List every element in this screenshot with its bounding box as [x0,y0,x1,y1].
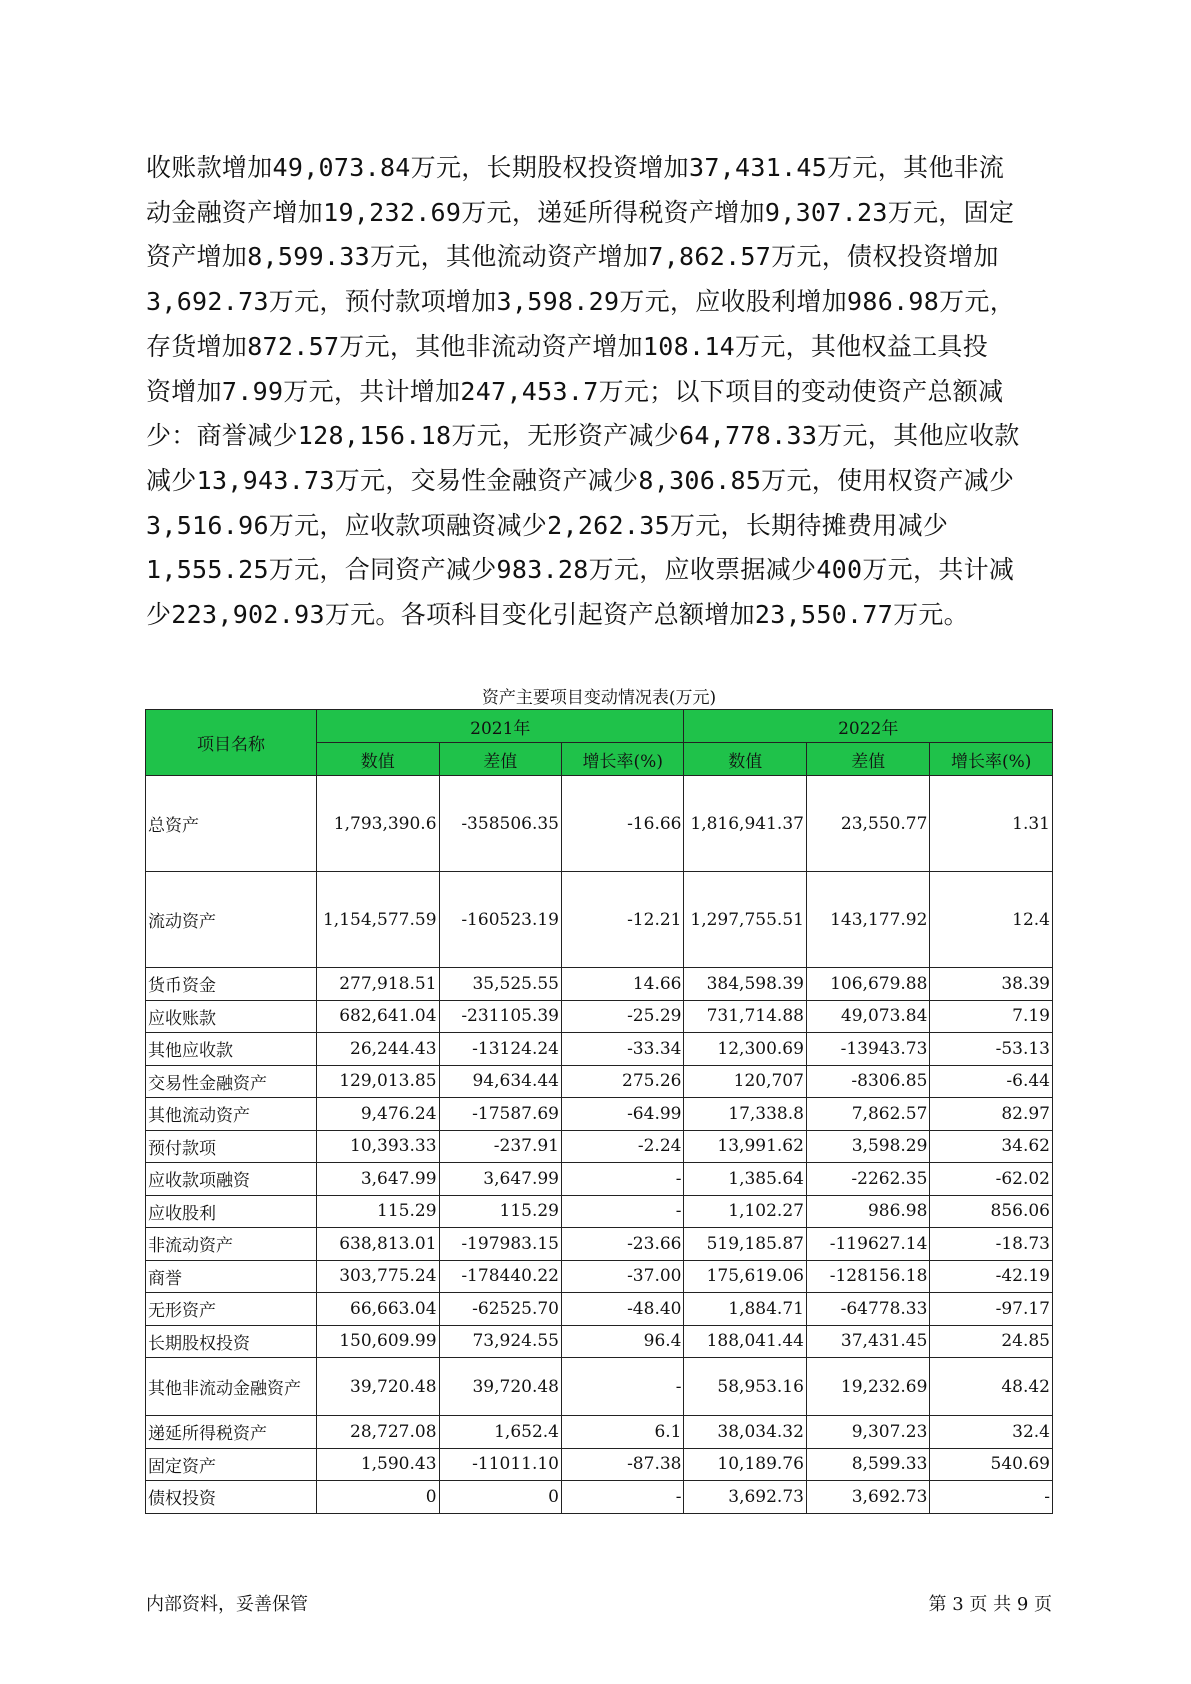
table-row [146,1195,1053,1228]
row-item-name: 其他非流动金融资产 [146,1358,317,1416]
table-row [146,1065,1053,1098]
row-item-name: 应收款项融资 [146,1163,317,1196]
row-value-cell: 106,679.88 [806,968,929,1001]
table-row [146,1325,1053,1358]
row-value-cell: -33.34 [562,1033,684,1066]
row-value-cell: 12,300.69 [684,1033,806,1066]
row-value-cell: 39,720.48 [317,1358,439,1416]
row-item-name: 总资产 [146,776,317,872]
row-value-cell: 34.62 [930,1130,1053,1163]
row-value-cell: 49,073.84 [806,1000,929,1033]
row-value-cell: 856.06 [930,1195,1053,1228]
subheader-value-2021: 数值 [317,743,439,776]
row-item-name: 交易性金融资产 [146,1065,317,1098]
paragraph-line: 存货增加872.57万元，其他非流动资产增加108.14万元，其他权益工具投 [146,331,989,361]
paragraph-line: 资产增加8,599.33万元，其他流动资产增加7,862.57万元，债权投资增加 [146,242,999,272]
row-value-cell: 1,297,755.51 [684,872,806,968]
row-value-cell: 9,307.23 [806,1416,929,1449]
row-item-name: 应收账款 [146,1000,317,1033]
row-value-cell: -62.02 [930,1163,1053,1196]
row-item-name: 流动资产 [146,872,317,968]
row-value-cell: 3,692.73 [806,1481,929,1514]
row-item-name: 预付款项 [146,1130,317,1163]
row-value-cell: 96.4 [562,1325,684,1358]
row-value-cell: 1,154,577.59 [317,872,439,968]
row-value-cell: 1,652.4 [439,1416,561,1449]
row-value-cell: 986.98 [806,1195,929,1228]
row-value-cell: 19,232.69 [806,1358,929,1416]
paragraph-line: 少223,902.93万元。各项科目变化引起资产总额增加23,550.77万元。 [146,600,969,630]
row-value-cell: 48.42 [930,1358,1053,1416]
row-item-name: 无形资产 [146,1293,317,1326]
subheader-diff-2022: 差值 [806,743,929,776]
row-value-cell: -87.38 [562,1448,684,1481]
table-row [146,872,1053,968]
row-item-name: 货币资金 [146,968,317,1001]
row-value-cell: -358506.35 [439,776,561,872]
footer-page-number: 第 3 页 共 9 页 [928,1594,1052,1615]
row-value-cell: 13,991.62 [684,1130,806,1163]
row-value-cell: 3,598.29 [806,1130,929,1163]
row-value-cell: -2.24 [562,1130,684,1163]
row-item-name: 长期股权投资 [146,1325,317,1358]
row-value-cell: 303,775.24 [317,1260,439,1293]
row-value-cell: 23,550.77 [806,776,929,872]
row-value-cell: 1,816,941.37 [684,776,806,872]
paragraph-line: 3,516.96万元，应收款项融资减少2,262.35万元，长期待摊费用减少 [146,510,949,540]
row-value-cell: 275.26 [562,1065,684,1098]
row-value-cell: 150,609.99 [317,1325,439,1358]
table-row [146,1293,1053,1326]
row-value-cell: - [562,1358,684,1416]
table-row [146,1033,1053,1066]
table-row [146,1000,1053,1033]
row-value-cell: 14.66 [562,968,684,1001]
header-year-2021: 2021年 [317,710,684,743]
row-value-cell: 682,641.04 [317,1000,439,1033]
row-item-name: 固定资产 [146,1448,317,1481]
row-value-cell: 38.39 [930,968,1053,1001]
row-value-cell: -37.00 [562,1260,684,1293]
row-value-cell: 0 [317,1481,439,1514]
row-value-cell: 143,177.92 [806,872,929,968]
row-value-cell: -62525.70 [439,1293,561,1326]
row-value-cell: -48.40 [562,1293,684,1326]
row-value-cell: -23.66 [562,1228,684,1261]
row-value-cell: 7,862.57 [806,1098,929,1131]
row-value-cell: 26,244.43 [317,1033,439,1066]
paragraph-line: 资增加7.99万元，共计增加247,453.7万元；以下项目的变动使资产总额减 [146,376,1004,406]
table-row [146,1228,1053,1261]
subheader-growth-2022: 增长率(%) [930,743,1053,776]
row-item-name: 应收股利 [146,1195,317,1228]
row-value-cell: -231105.39 [439,1000,561,1033]
row-item-name: 其他流动资产 [146,1098,317,1131]
row-value-cell: - [930,1481,1053,1514]
row-value-cell: -64.99 [562,1098,684,1131]
row-value-cell: -25.29 [562,1000,684,1033]
row-value-cell: -13124.24 [439,1033,561,1066]
row-value-cell: -97.17 [930,1293,1053,1326]
row-item-name: 非流动资产 [146,1228,317,1261]
row-value-cell: -178440.22 [439,1260,561,1293]
row-value-cell: 1,884.71 [684,1293,806,1326]
row-value-cell: -160523.19 [439,872,561,968]
row-value-cell: 39,720.48 [439,1358,561,1416]
paragraph-line: 动金融资产增加19,232.69万元，递延所得税资产增加9,307.23万元，固定 [146,197,1015,227]
row-value-cell: 24.85 [930,1325,1053,1358]
row-value-cell: -18.73 [930,1228,1053,1261]
row-value-cell: -128156.18 [806,1260,929,1293]
row-value-cell: 35,525.55 [439,968,561,1001]
row-value-cell: 519,185.87 [684,1228,806,1261]
row-value-cell: 638,813.01 [317,1228,439,1261]
row-value-cell: 12.4 [930,872,1053,968]
row-value-cell: 129,013.85 [317,1065,439,1098]
row-value-cell: 38,034.32 [684,1416,806,1449]
row-value-cell: -237.91 [439,1130,561,1163]
table-row [146,776,1053,872]
row-value-cell: -64778.33 [806,1293,929,1326]
row-value-cell: -119627.14 [806,1228,929,1261]
paragraph-line: 收账款增加49,073.84万元，长期股权投资增加37,431.45万元，其他非流 [146,153,1005,182]
row-value-cell: 384,598.39 [684,968,806,1001]
header-year-2022: 2022年 [684,710,1053,743]
row-value-cell: 10,189.76 [684,1448,806,1481]
row-value-cell: -17587.69 [439,1098,561,1131]
row-value-cell: -42.19 [930,1260,1053,1293]
row-value-cell: -11011.10 [439,1448,561,1481]
table-row [146,1130,1053,1163]
row-value-cell: -13943.73 [806,1033,929,1066]
row-value-cell: 3,647.99 [439,1163,561,1196]
row-value-cell: 540.69 [930,1448,1053,1481]
row-value-cell: 10,393.33 [317,1130,439,1163]
paragraph-line: 1,555.25万元，合同资产减少983.28万元，应收票据减少400万元，共计减 [146,555,1015,585]
row-value-cell: 58,953.16 [684,1358,806,1416]
table-row [146,968,1053,1001]
row-value-cell: 0 [439,1481,561,1514]
row-value-cell: 1,102.27 [684,1195,806,1228]
row-value-cell: -12.21 [562,872,684,968]
footer-confidential-note: 内部资料，妥善保管 [146,1594,308,1614]
paragraph-line: 减少13,943.73万元，交易性金融资产减少8,306.85万元，使用权资产减少 [146,465,1015,495]
row-value-cell: 28,727.08 [317,1416,439,1449]
subheader-value-2022: 数值 [684,743,806,776]
row-value-cell: 1,590.43 [317,1448,439,1481]
row-value-cell: 175,619.06 [684,1260,806,1293]
row-item-name: 商誉 [146,1260,317,1293]
table-row [146,1163,1053,1196]
table-row [146,1448,1053,1481]
row-value-cell: 277,918.51 [317,968,439,1001]
row-value-cell: 7.19 [930,1000,1053,1033]
body-paragraph [146,146,1052,638]
row-value-cell: 8,599.33 [806,1448,929,1481]
subheader-diff-2021: 差值 [439,743,561,776]
row-value-cell: -2262.35 [806,1163,929,1196]
row-value-cell: - [562,1481,684,1514]
row-value-cell: 82.97 [930,1098,1053,1131]
row-value-cell: 1,385.64 [684,1163,806,1196]
row-value-cell: 66,663.04 [317,1293,439,1326]
row-value-cell: 94,634.44 [439,1065,561,1098]
table-row [146,1098,1053,1131]
table-caption: 资产主要项目变动情况表(万元) [481,688,717,708]
row-value-cell: 731,714.88 [684,1000,806,1033]
row-value-cell: 3,692.73 [684,1481,806,1514]
row-value-cell: 120,707 [684,1065,806,1098]
header-item-name: 项目名称 [146,710,317,776]
row-value-cell: 115.29 [317,1195,439,1228]
row-value-cell: -8306.85 [806,1065,929,1098]
table-row [146,1416,1053,1449]
row-item-name: 递延所得税资产 [146,1416,317,1449]
subheader-growth-2021: 增长率(%) [562,743,684,776]
table-row [146,1260,1053,1293]
row-value-cell: -53.13 [930,1033,1053,1066]
row-value-cell: 1,793,390.6 [317,776,439,872]
row-value-cell: 32.4 [930,1416,1053,1449]
row-item-name: 其他应收款 [146,1033,317,1066]
paragraph-line: 少：商誉减少128,156.18万元，无形资产减少64,778.33万元，其他应收款 [146,421,1020,451]
row-value-cell: 73,924.55 [439,1325,561,1358]
row-value-cell: 115.29 [439,1195,561,1228]
row-value-cell: - [562,1163,684,1196]
row-item-name: 债权投资 [146,1481,317,1514]
asset-change-table [145,709,1053,1514]
table-row [146,1358,1053,1416]
row-value-cell: - [562,1195,684,1228]
row-value-cell: -197983.15 [439,1228,561,1261]
row-value-cell: 6.1 [562,1416,684,1449]
paragraph-line: 3,692.73万元，预付款项增加3,598.29万元，应收股利增加986.98万元， [146,287,1016,317]
row-value-cell: 37,431.45 [806,1325,929,1358]
row-value-cell: 9,476.24 [317,1098,439,1131]
row-value-cell: 3,647.99 [317,1163,439,1196]
row-value-cell: 1.31 [930,776,1053,872]
row-value-cell: -6.44 [930,1065,1053,1098]
row-value-cell: 188,041.44 [684,1325,806,1358]
row-value-cell: -16.66 [562,776,684,872]
table-row [146,1481,1053,1514]
row-value-cell: 17,338.8 [684,1098,806,1131]
